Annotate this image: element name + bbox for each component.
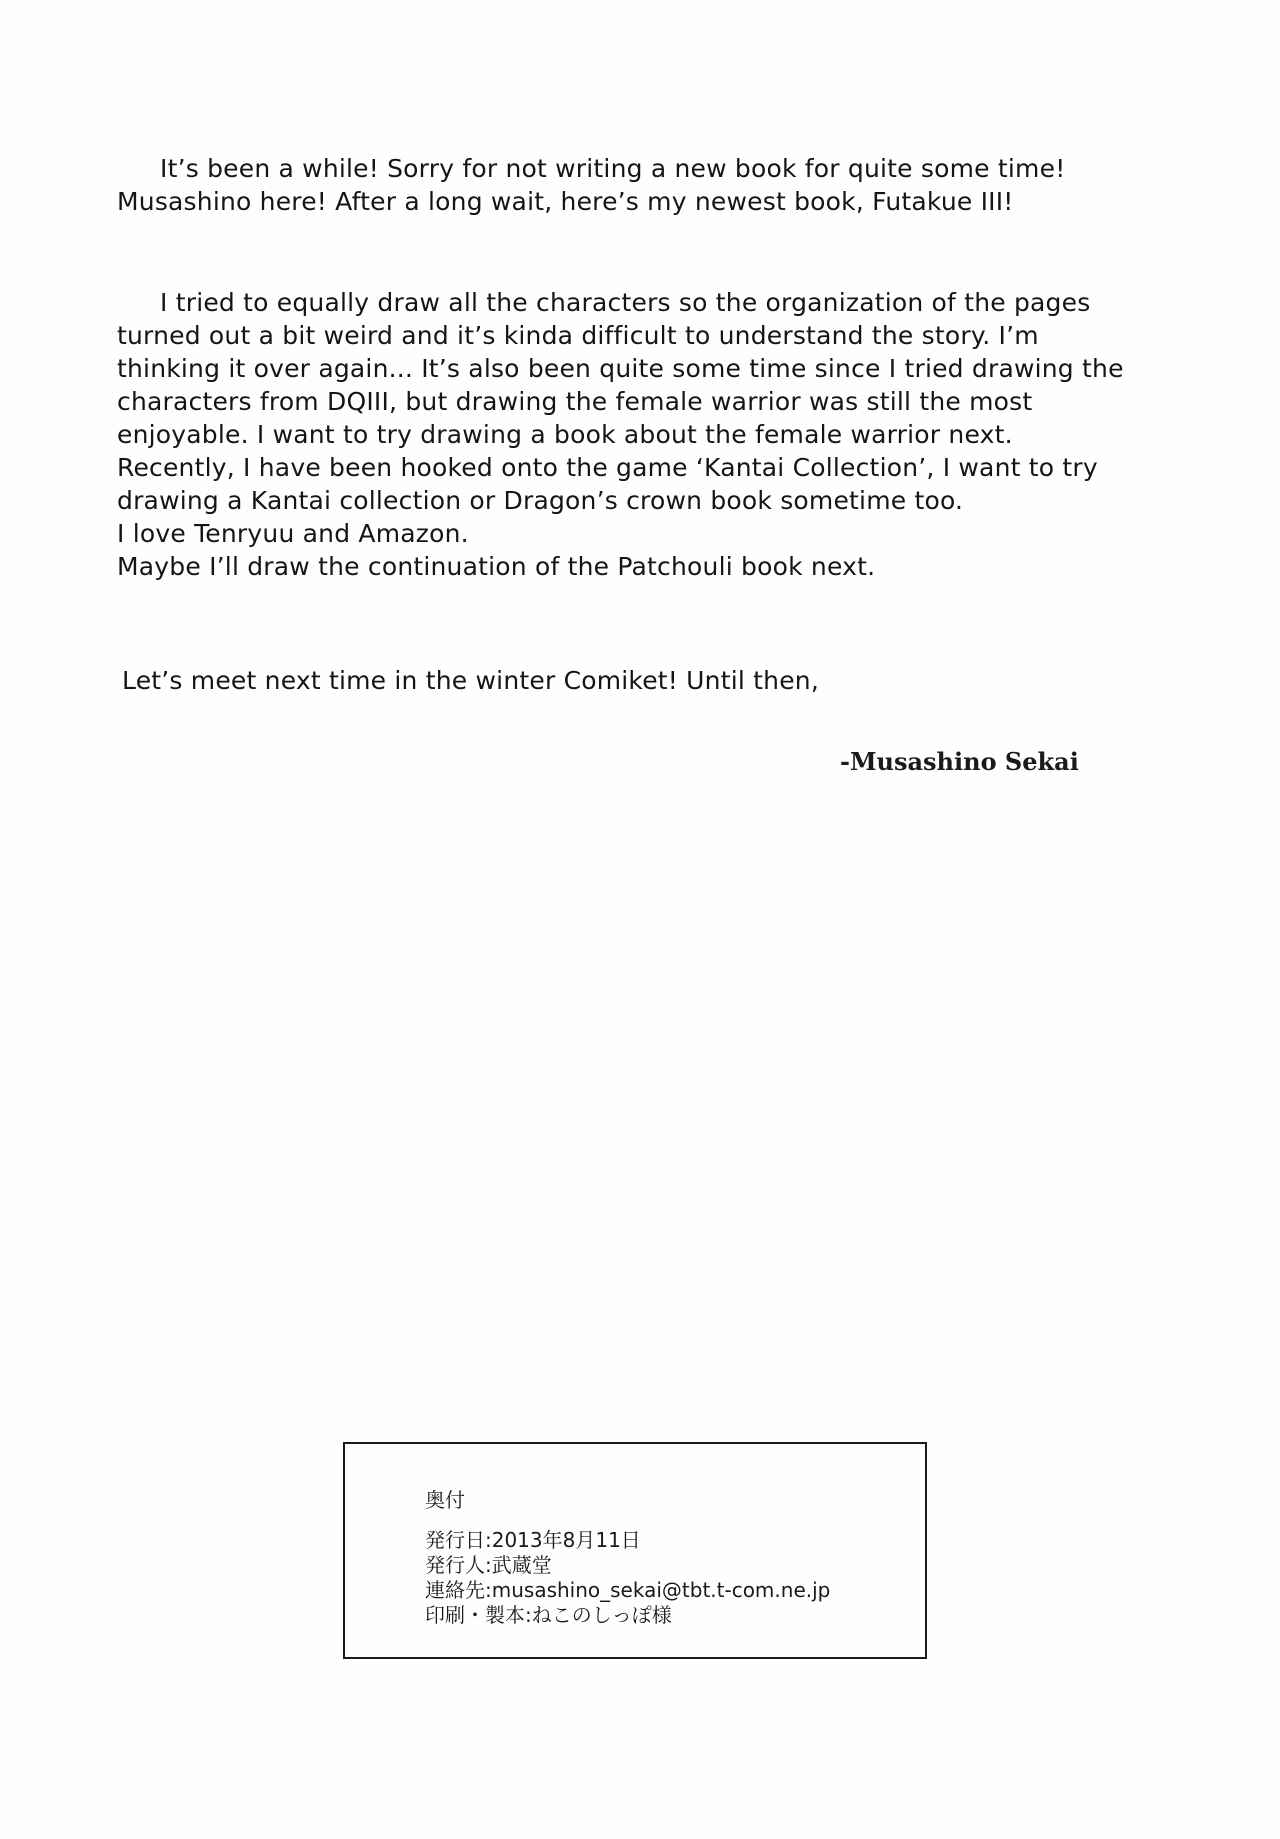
intro-paragraph xyxy=(117,152,1157,218)
text-line: turned out a bit weird and it’s kinda difficult to understand the story. I’m xyxy=(117,321,1039,350)
text-line: I love Tenryuu and Amazon. xyxy=(117,519,469,548)
author-signature: -Musashino Sekai xyxy=(840,747,1079,776)
closing-line: Let’s meet next time in the winter Comiket! Until then, xyxy=(122,666,819,695)
colophon-details xyxy=(425,1528,830,1628)
publish-date: 発行日:2013年8月11日 xyxy=(425,1528,641,1552)
text-line: It’s been a while! Sorry for not writing a new book for quite some time! xyxy=(160,154,1066,183)
text-line: Recently, I have been hooked onto the game ‘Kantai Collection’, I want to try xyxy=(117,453,1098,482)
text-line: Maybe I’ll draw the continuation of the Patchouli book next. xyxy=(117,552,876,581)
colophon-box xyxy=(343,1442,927,1659)
main-paragraph xyxy=(117,286,1157,583)
text-line: Musashino here! After a long wait, here’s my newest book, Futakue III! xyxy=(117,187,1014,216)
closing-paragraph xyxy=(122,664,1162,697)
text-line: thinking it over again... It’s also been quite some time since I tried drawing the xyxy=(117,354,1124,383)
printer: 印刷・製本:ねこのしっぽ様 xyxy=(425,1603,672,1627)
contact-email: 連絡先:musashino_sekai@tbt.t-com.ne.jp xyxy=(425,1578,831,1602)
text-line: drawing a Kantai collection or Dragon’s crown book sometime too. xyxy=(117,486,964,515)
colophon-title: 奥付 xyxy=(425,1488,465,1512)
text-line: enjoyable. I want to try drawing a book about the female warrior next. xyxy=(117,420,1013,449)
publisher: 発行人:武蔵堂 xyxy=(425,1553,552,1577)
text-line: I tried to equally draw all the characters so the organization of the pages xyxy=(160,288,1091,317)
text-line: characters from DQIII, but drawing the female warrior was still the most xyxy=(117,387,1033,416)
